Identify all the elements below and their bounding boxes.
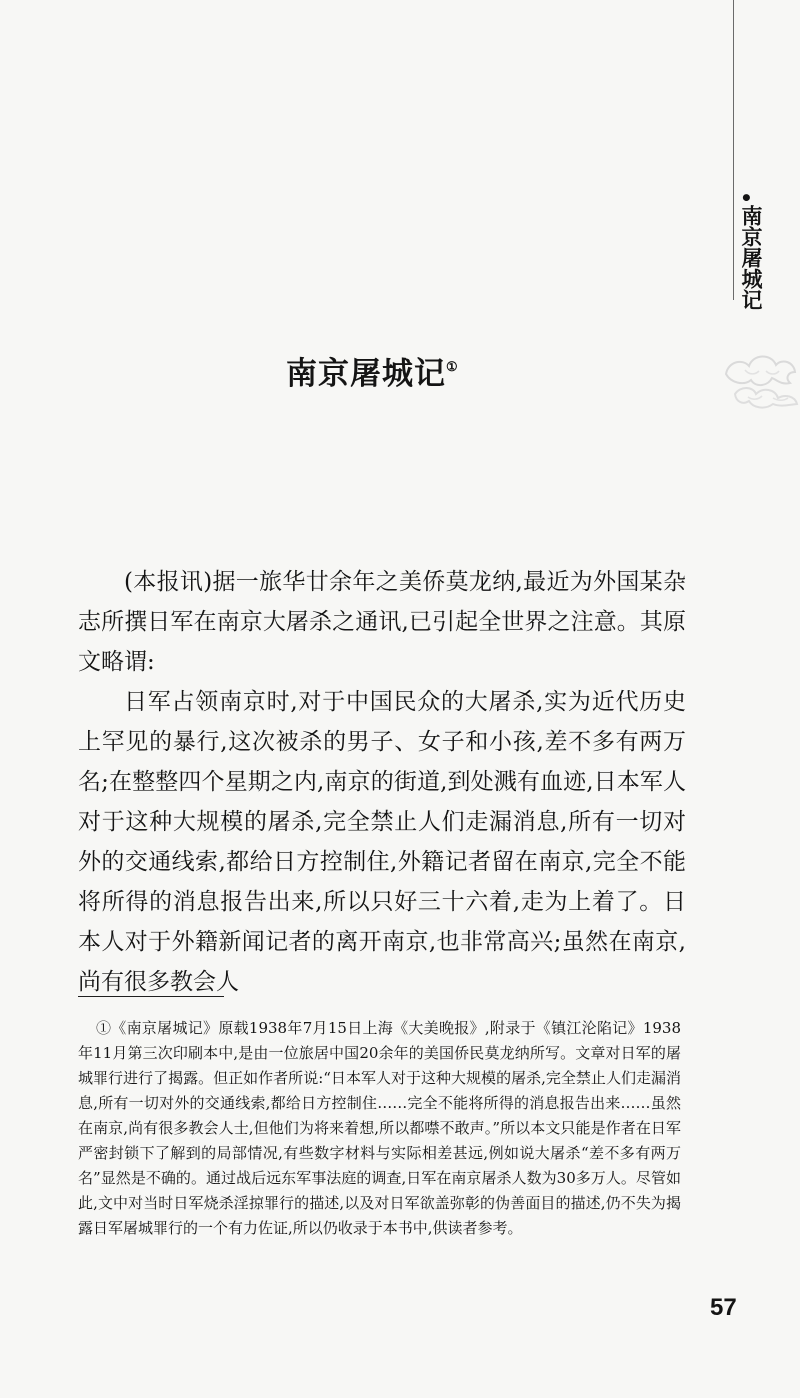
footnote-rule bbox=[78, 996, 224, 997]
article-title bbox=[286, 347, 459, 395]
article-body bbox=[78, 562, 686, 1002]
running-title-dot: • bbox=[740, 186, 753, 210]
running-title: 南京屠城记 bbox=[739, 205, 763, 310]
footnote-text: ①《南京屠城记》原载1938年7月15日上海《大美晚报》,附录于《镇江沦陷记》1938年11月第三次印刷本中,是由一位旅居中国20余年的美国侨民莫龙纳所写。文章对日军的屠城罪行进行了揭露。但正如作者所说:“日本军人对于这种大规模的屠杀,完全禁止人们走漏消息,所有一切对外的交通线索,都给日方控制住……完全不能将所得的消息报告出来……虽然在南京,尚有很多教会人士,但他们为将来着想,所以都噤不敢声。”所以本文只能是作者在日军严密封锁下了解到的局部情况,有些数字材料与实际相差甚远,例如说大屠杀“差不多有两万名”显然是不确的。通过战后远东军事法庭的调查,日军在南京屠杀人数为30多万人。尽管如此,文中对当时日军烧杀淫掠罪行的描述,以及对日军欲盖弥彰的伪善面目的描述,仍不失为揭露日军屠城罪行的一个有力佐证,所以仍收录于本书中,供读者参考。 bbox=[78, 1019, 681, 1237]
article-paragraph: (本报讯)据一旅华廿余年之美侨莫龙纳,最近为外国某杂志所撰日军在南京大屠杀之通讯,已引起全世界之注意。其原文略谓: bbox=[78, 569, 686, 675]
page-edge-line bbox=[733, 0, 734, 300]
page-number: 57 bbox=[710, 1294, 737, 1321]
article-paragraph: 日军占领南京时,对于中国民众的大屠杀,实为近代历史上罕见的暴行,这次被杀的男子、女子和小孩,差不多有两万名;在整整四个星期之内,南京的街道,到处溅有血迹,日本军人对于这种大规模的屠杀,完全禁止人们走漏消息,所有一切对外的交通线索,都给日方控制住,外籍记者留在南京,完全不能将所得的消息报告出来,所以只好三十六着,走为上着了。日本人对于外籍新闻记者的离开南京,也非常高兴;虽然在南京,尚有很多教会人 bbox=[78, 689, 686, 995]
title-footnote-mark: ① bbox=[446, 360, 459, 375]
cloud-ornament-icon bbox=[718, 344, 800, 414]
footnote-block bbox=[78, 1016, 681, 1241]
title-text: 南京屠城记 bbox=[286, 356, 446, 392]
